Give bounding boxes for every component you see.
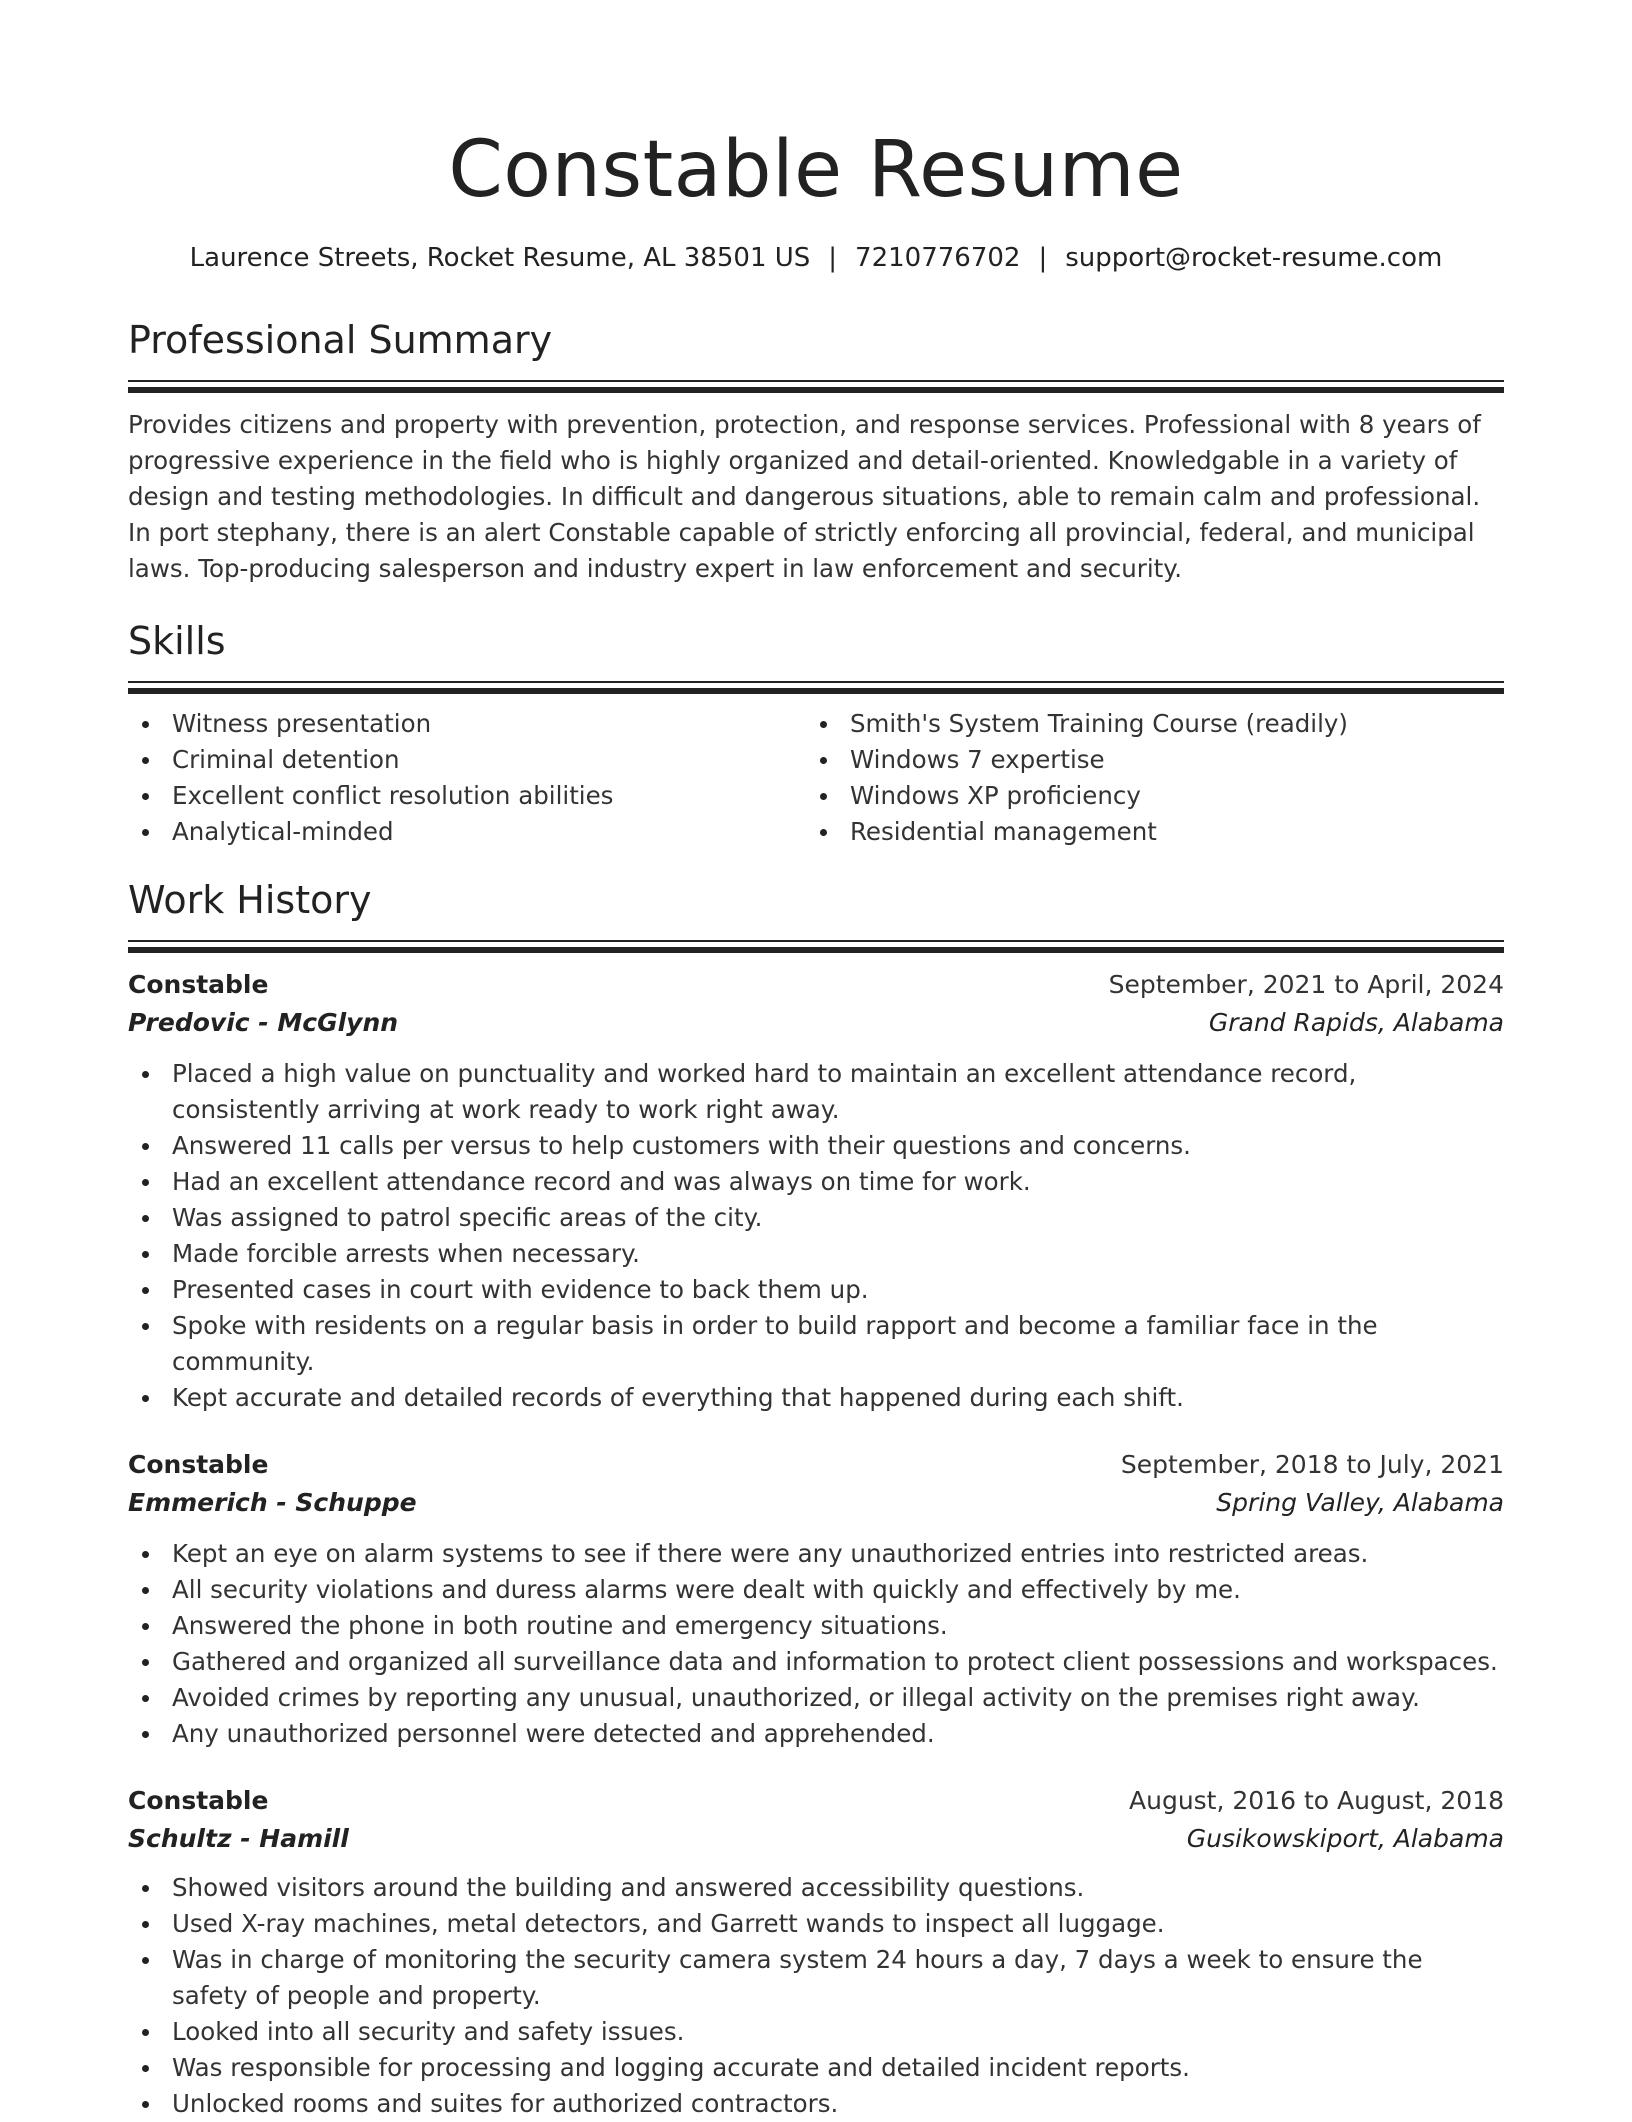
job-dates: September, 2021 to April, 2024: [1108, 970, 1504, 999]
job-title: Constable: [128, 1786, 269, 1815]
job-title: Constable: [128, 1450, 269, 1479]
contact-line: [128, 240, 1504, 276]
section-divider: [128, 681, 1504, 693]
job-company: Schultz - Hamill: [128, 1824, 349, 1853]
skill-item: Residential management: [806, 814, 1484, 850]
job-entry: [128, 1446, 1504, 1752]
job-bullet: Gathered and organized all surveillance data and information to protect client possessions and workspaces.: [128, 1644, 1504, 1680]
job-bullet: Was responsible for processing and logging accurate and detailed incident reports.: [128, 2050, 1504, 2086]
skill-item: Windows 7 expertise: [806, 742, 1484, 778]
job-subheader: [128, 1004, 1504, 1042]
section-divider: [128, 940, 1504, 952]
job-bullet: Had an excellent attendance record and was always on time for work.: [128, 1164, 1504, 1200]
contact-address: Laurence Streets, Rocket Resume, AL 38501 US: [189, 243, 811, 273]
skills-column-right: [806, 706, 1484, 850]
job-bullet: Kept an eye on alarm systems to see if there were any unauthorized entries into restricted areas.: [128, 1536, 1504, 1572]
job-bullet: Answered 11 calls per versus to help customers with their questions and concerns.: [128, 1128, 1504, 1164]
job-bullet: Avoided crimes by reporting any unusual, unauthorized, or illegal activity on the premises right away.: [128, 1680, 1504, 1716]
skill-item: Witness presentation: [128, 706, 806, 742]
resume-title: Constable Resume: [448, 125, 1184, 215]
job-title: Constable: [128, 970, 269, 999]
skill-item: Excellent conflict resolution abilities: [128, 778, 806, 814]
job-bullet: Used X-ray machines, metal detectors, and Garrett wands to inspect all luggage.: [128, 1906, 1504, 1942]
contact-email: support@rocket-resume.com: [1065, 243, 1443, 273]
divider-thin-line: [128, 380, 1504, 382]
job-bullet: Answered the phone in both routine and emergency situations.: [128, 1608, 1504, 1644]
job-company: Predovic - McGlynn: [128, 1008, 399, 1037]
job-subheader: [128, 1820, 1504, 1858]
job-bullet: Made forcible arrests when necessary.: [128, 1236, 1504, 1272]
job-bullet: Placed a high value on punctuality and worked hard to maintain an excellent attendance record, consistently arriving at work ready to work right away.: [128, 1056, 1504, 1128]
skills-section: [128, 617, 1504, 850]
job-bullet: Spoke with residents on a regular basis in order to build rapport and become a familiar face in the community.: [128, 1308, 1504, 1380]
skill-item: Analytical-minded: [128, 814, 806, 850]
skill-item: Windows XP proficiency: [806, 778, 1484, 814]
skills-heading: Skills: [128, 619, 226, 663]
divider-thick-line: [128, 387, 1504, 393]
work-heading: Work History: [128, 878, 372, 922]
contact-separator: |: [828, 243, 838, 273]
divider-thin-line: [128, 681, 1504, 683]
job-bullet-list: [128, 1536, 1504, 1752]
job-bullet: Looked into all security and safety issues.: [128, 2014, 1504, 2050]
divider-thick-line: [128, 688, 1504, 694]
job-header: [128, 1446, 1504, 1484]
job-entry: [128, 966, 1504, 1416]
skills-grid: [128, 706, 1504, 850]
job-header: [128, 966, 1504, 1004]
job-location: Gusikowskiport, Alabama: [1186, 1824, 1504, 1853]
job-bullet-list: [128, 1870, 1504, 2122]
job-subheader: [128, 1484, 1504, 1522]
job-dates: September, 2018 to July, 2021: [1120, 1450, 1504, 1479]
job-bullet: Kept accurate and detailed records of everything that happened during each shift.: [128, 1380, 1504, 1416]
job-location: Spring Valley, Alabama: [1216, 1488, 1504, 1517]
job-bullet: Presented cases in court with evidence to back them up.: [128, 1272, 1504, 1308]
job-bullet: All security violations and duress alarms were dealt with quickly and effectively by me.: [128, 1572, 1504, 1608]
job-bullet: Unlocked rooms and suites for authorized contractors.: [128, 2086, 1504, 2122]
job-entry: [128, 1782, 1504, 2122]
divider-thick-line: [128, 947, 1504, 953]
job-bullet: Any unauthorized personnel were detected and apprehended.: [128, 1716, 1504, 1752]
job-header: [128, 1782, 1504, 1820]
summary-heading: Professional Summary: [128, 318, 553, 362]
job-bullet-list: [128, 1056, 1504, 1416]
contact-separator: |: [1038, 243, 1048, 273]
work-section: [128, 876, 1504, 2122]
resume-page: [128, 0, 1504, 2122]
skills-column-left: [128, 706, 806, 850]
job-location: Grand Rapids, Alabama: [1208, 1008, 1504, 1037]
job-bullet: Was in charge of monitoring the security camera system 24 hours a day, 7 days a week to ensure the safety of people and property.: [128, 1942, 1504, 2014]
summary-section: [128, 316, 1504, 587]
job-dates: August, 2016 to August, 2018: [1129, 1786, 1504, 1815]
job-bullet: Showed visitors around the building and answered accessibility questions.: [128, 1870, 1504, 1906]
skill-item: Criminal detention: [128, 742, 806, 778]
summary-text: Provides citizens and property with prevention, protection, and response services. Professional with 8 years of progressive experience in the field who is highly organized and detail-oriented. Knowledgable in a variety of design and testing methodologies. In difficult and dangerous situations, able to remain calm and professional. In port stephany, there is an alert Constable capable of strictly enforcing all provincial, federal, and municipal laws. Top-producing salesperson and industry expert in law enforcement and security.: [128, 410, 1481, 583]
skill-item: Smith's System Training Course (readily): [806, 706, 1484, 742]
contact-phone: 7210776702: [855, 243, 1021, 273]
section-divider: [128, 380, 1504, 392]
job-bullet: Was assigned to patrol specific areas of the city.: [128, 1200, 1504, 1236]
divider-thin-line: [128, 940, 1504, 942]
job-company: Emmerich - Schuppe: [128, 1488, 417, 1517]
